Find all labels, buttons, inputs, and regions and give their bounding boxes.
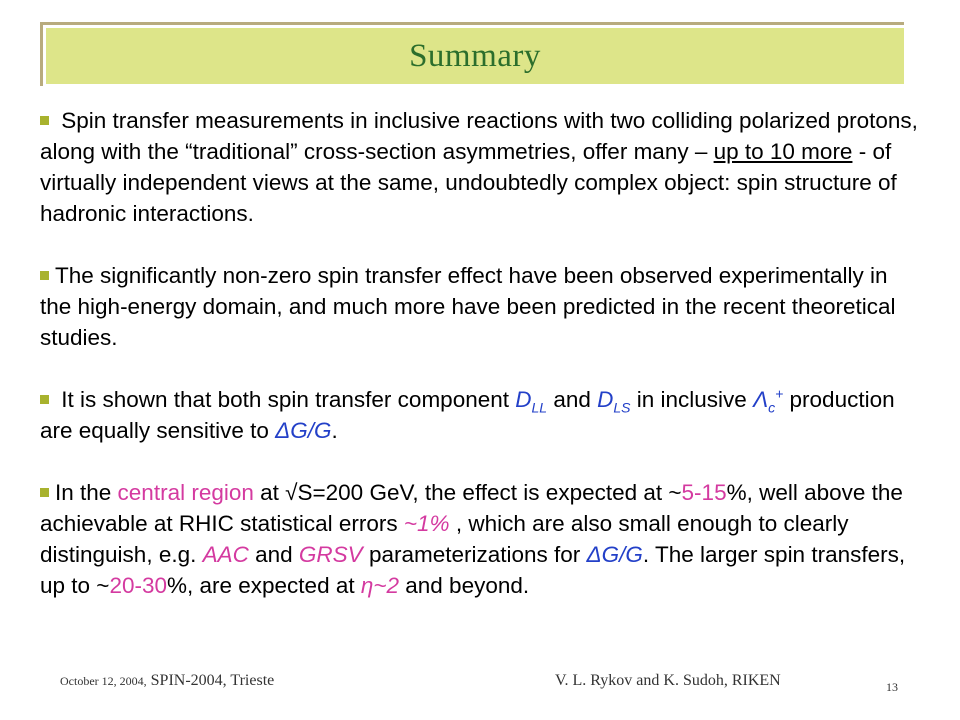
range-20-30: 20-30 (109, 573, 167, 598)
square-bullet-icon (40, 116, 49, 125)
square-bullet-icon (40, 271, 49, 280)
dls-symbol: $D_{LS}$ (597, 387, 631, 416)
grsv-label: GRSV (298, 542, 363, 567)
title-frame-top-rule (40, 22, 904, 25)
slide-title: Summary (409, 37, 541, 74)
footer-authors: V. L. Rykov and K. Sudoh, RIKEN (555, 672, 781, 689)
central-region-phrase: central region (117, 480, 254, 505)
bullet-paragraph-1: Spin transfer measurements in inclusive reactions with two colliding polarized protons, along with the “traditional” cross-section asymmetries, offer many – up to 10 more - of virtually independent views at the same, undoubtedly complex object: spin structure of hadronic interactions. (40, 108, 918, 226)
delta-g-over-g-2: ΔG/G (586, 542, 643, 567)
title-band (46, 28, 904, 84)
square-bullet-icon (40, 488, 49, 497)
title-frame (40, 22, 904, 86)
square-bullet-icon (40, 395, 49, 404)
page-number: 13 (886, 680, 898, 694)
range-5-15: 5-15 (681, 480, 727, 505)
bullet-paragraph-2: The significantly non-zero spin transfer effect have been observed experimentally in the high-energy domain, and much more have been predicted in the recent theoretical studies. (40, 263, 896, 350)
footer-date: October 12, 2004, (60, 674, 147, 688)
eta-value: η~2 (360, 573, 400, 598)
slide-content (40, 105, 920, 601)
statistical-error-value: ~1% (403, 511, 450, 536)
aac-label: AAC (202, 542, 249, 567)
footer-date-conference (60, 672, 274, 696)
lambda-c-symbol: $\Lambda_c^+$ (753, 385, 784, 416)
bullet-paragraph-3: It is shown that both spin transfer component $D_{LL}$ and $D_{LS}$ in inclusive $\Lambda_c^+$ production are equally sensitive to ΔG/G. (40, 385, 895, 443)
delta-g-over-g: ΔG/G (275, 418, 332, 443)
underlined-phrase: up to 10 more (713, 139, 853, 164)
dll-symbol: $D_{LL}$ (515, 387, 548, 416)
title-frame-left-rule (40, 22, 43, 86)
bullet-paragraph-4: In the central region at √S=200 GeV, the effect is expected at ~5-15%, well above the achievable at RHIC statistical errors ~1% , which are also small enough to clearly distinguish, e.g. AAC and GRSV parameterizations for ΔG/G. The larger spin transfers, up to ~20-30%, are expected at η~2 and beyond. (40, 480, 906, 598)
footer-conference: SPIN-2004, Trieste (150, 672, 275, 689)
